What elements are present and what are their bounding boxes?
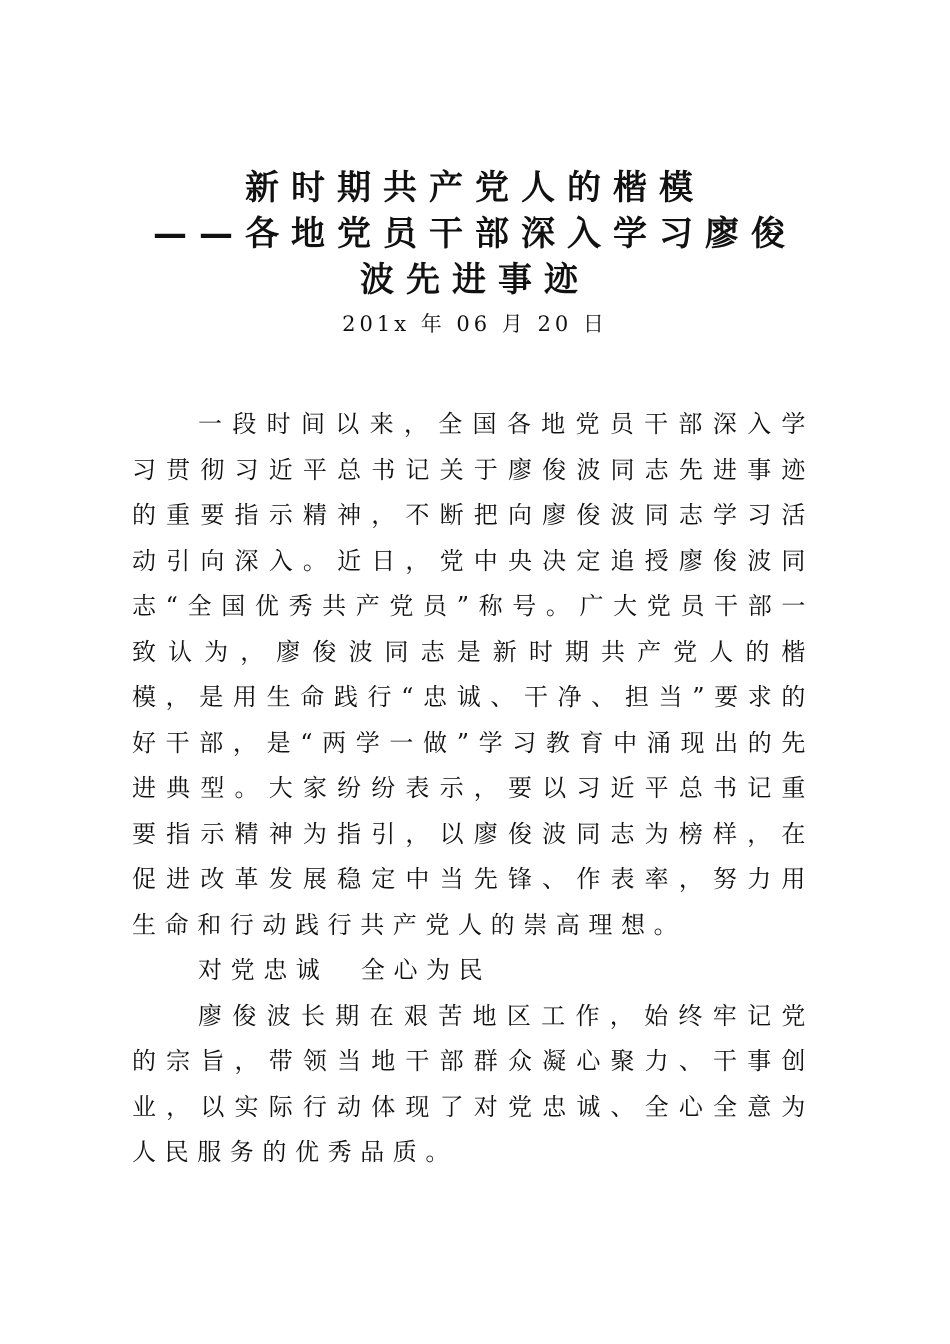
title-block xyxy=(130,165,820,339)
document-body xyxy=(132,402,814,1176)
document-title-line-2: ——各地党员干部深入学习廖俊 xyxy=(153,214,797,254)
body-paragraph: 一段时间以来，全国各地党员干部深入学习贯彻习近平总书记关于廖俊波同志先进事迹的重要指示精神，不断把向廖俊波同志学习活动引向深入。近日，党中央决定追授廖俊波同志“全国优秀共产党员”称号。广大党员干部一致认为，廖俊波同志是新时期共产党人的楷模，是用生命践行“忠诚、干净、担当”要求的好干部，是“两学一做”学习教育中涌现出的先进典型。大家纷纷表示，要以习近平总书记重要指示精神为指引，以廖俊波同志为榜样，在促进改革发展稳定中当先锋、作表率，努力用生命和行动践行共产党人的崇高理想。 xyxy=(132,410,814,939)
section-subheading: 对党忠诚 全心为民 xyxy=(198,956,492,984)
document-title-line-1: 新时期共产党人的楷模 xyxy=(245,168,705,208)
document-date: 201x 年 06 月 20 日 xyxy=(342,312,608,336)
body-paragraph: 廖俊波长期在艰苦地区工作，始终牢记党的宗旨，带领当地干部群众凝心聚力、干事创业，以实际行动体现了对党忠诚、全心全意为人民服务的优秀品质。 xyxy=(132,1001,814,1166)
document-title-line-3: 波先进事迹 xyxy=(360,260,590,300)
